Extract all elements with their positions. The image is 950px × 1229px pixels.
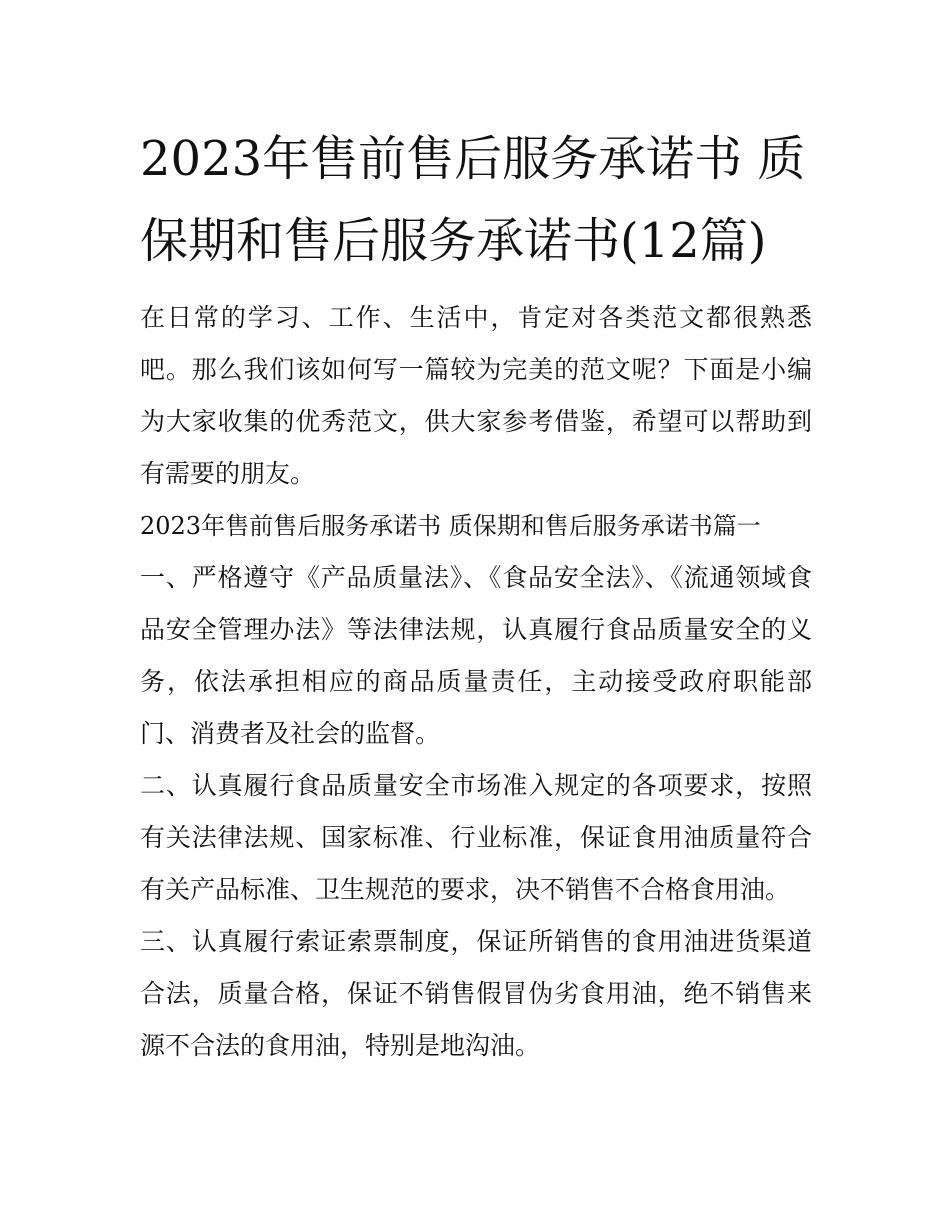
clause-3-paragraph: 三、认真履行索证索票制度，保证所销售的食用油进货渠道合法，质量合格，保证不销售假冒伪劣食用油，绝不销售来源不合法的食用油，特别是地沟油。 <box>140 927 812 1060</box>
clause-1-paragraph: 一、严格遵守《产品质量法》、《食品安全法》、《流通领域食品安全管理办法》等法律法规，认真履行食品质量安全的义务，依法承担相应的商品质量责任，主动接受政府职能部门、消费者及社会的监督。 <box>140 563 812 748</box>
clause-2-paragraph: 二、认真履行食品质量安全市场准入规定的各项要求，按照有关法律法规、国家标准、行业标准，保证食用油质量符合有关产品标准、卫生规范的要求，决不销售不合格食用油。 <box>140 771 812 904</box>
document-body <box>140 118 812 1072</box>
document-title: 2023年售前售后服务承诺书 质保期和售后服务承诺书(12篇) <box>140 131 806 269</box>
intro-paragraph: 在日常的学习、工作、生活中，肯定对各类范文都很熟悉吧。那么我们该如何写一篇较为完美的范文呢？下面是小编为大家收集的优秀范文，供大家参考借鉴，希望可以帮助到有需要的朋友。 <box>140 303 812 488</box>
section-heading: 2023年售前售后服务承诺书 质保期和售后服务承诺书篇一 <box>140 512 761 540</box>
